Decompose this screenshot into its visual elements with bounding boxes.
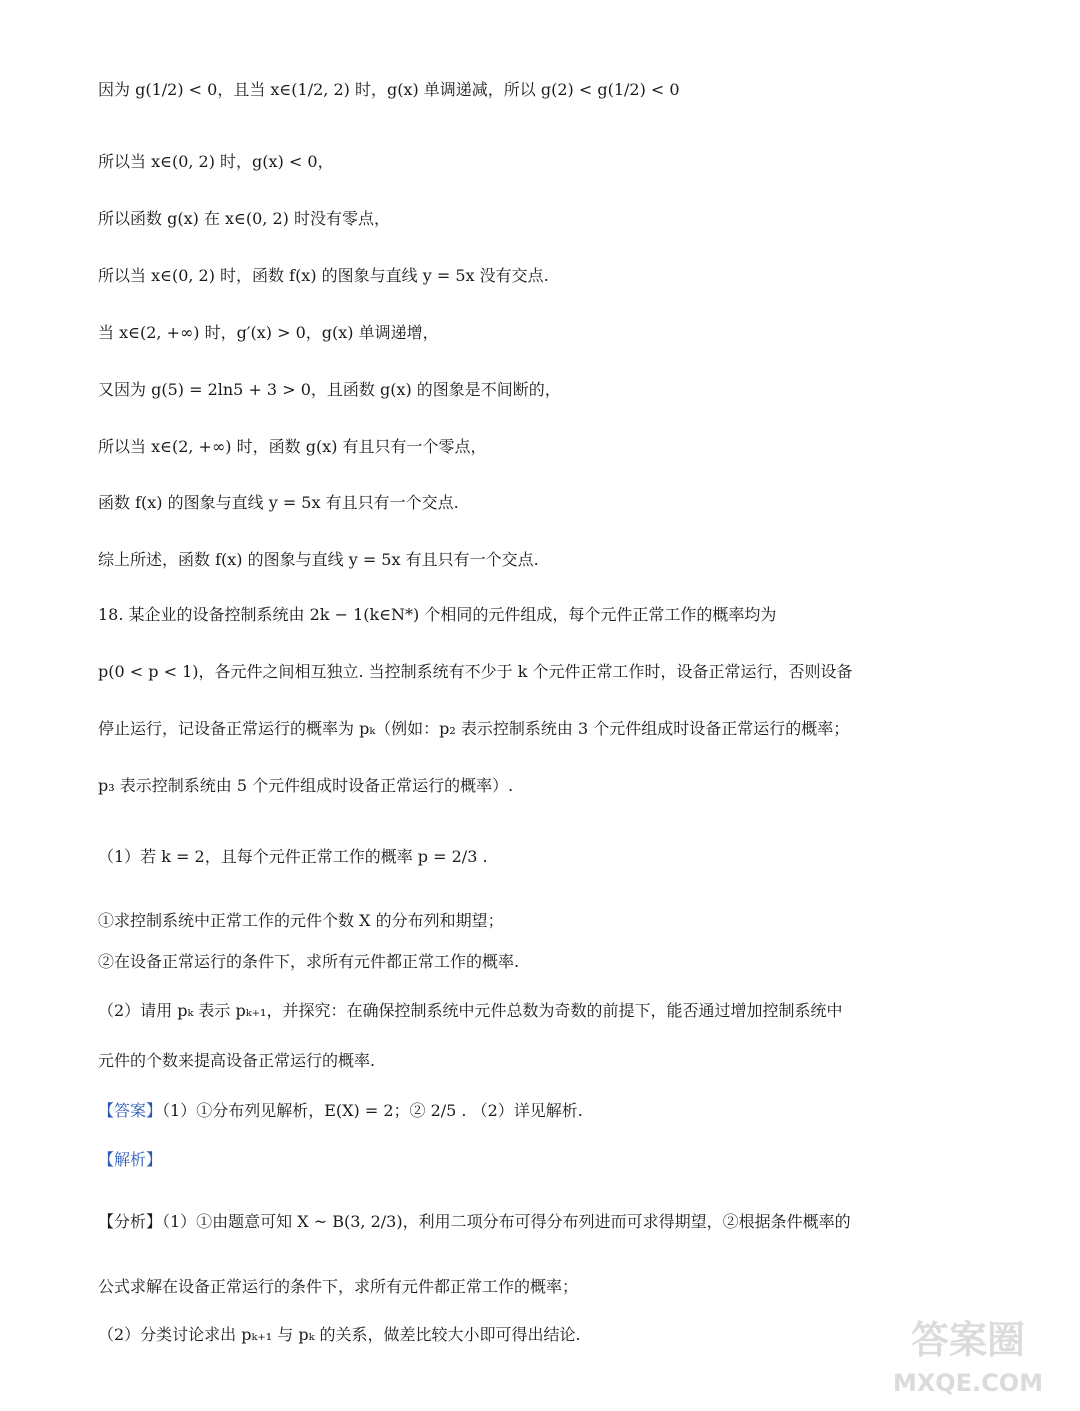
analysis-line: （2）分类讨论求出 pₖ₊₁ 与 pₖ 的关系，做差比较大小即可得出结论. <box>98 1325 581 1344</box>
text-line: 因为 g(1/2) < 0，且当 x∈(1/2, 2) 时，g(x) 单调递减，所以 g(2) < g(1/2) < 0 <box>98 80 680 99</box>
analysis-label: 【解析】 <box>98 1150 163 1169</box>
watermark-bottom-text: MXQE.COM <box>892 1369 1044 1397</box>
text-line: 所以函数 g(x) 在 x∈(0, 2) 时没有零点， <box>98 209 390 228</box>
analysis-line: 【分析】（1）①由题意可知 X ~ B(3, 2/3)，利用二项分布可得分布列进而可求得期望，②根据条件概率的 <box>98 1212 851 1231</box>
text-line: 函数 f(x) 的图象与直线 y = 5x 有且只有一个交点. <box>98 493 459 512</box>
subquestion-line: （1）若 k = 2，且每个元件正常工作的概率 p = 2/3 . <box>98 847 488 866</box>
text-line: 综上所述，函数 f(x) 的图象与直线 y = 5x 有且只有一个交点. <box>98 550 539 569</box>
text-line: 所以当 x∈(0, 2) 时，g(x) < 0， <box>98 152 334 171</box>
answer-label: 【答案】 <box>98 1101 163 1120</box>
text-line: 又因为 g(5) = 2ln5 + 3 > 0，且函数 g(x) 的图象是不间断的， <box>98 380 561 399</box>
analysis-line: 公式求解在设备正常运行的条件下，求所有元件都正常工作的概率； <box>98 1277 579 1296</box>
subquestion-line: （2）请用 pₖ 表示 pₖ₊₁，并探究：在确保控制系统中元件总数为奇数的前提下，能否通过增加控制系统中 <box>98 1001 843 1020</box>
watermark-logo <box>878 1311 1058 1401</box>
text-line: 所以当 x∈(0, 2) 时，函数 f(x) 的图象与直线 y = 5x 没有交点. <box>98 266 549 285</box>
problem-statement-line: p(0 < p < 1)，各元件之间相互独立. 当控制系统有不少于 k 个元件正常工作时，设备正常运行，否则设备 <box>98 662 853 681</box>
problem-statement-line: 18. 某企业的设备控制系统由 2k − 1(k∈N*) 个相同的元件组成，每个元件正常工作的概率均为 <box>98 605 777 624</box>
answer-line <box>98 1099 583 1123</box>
text-line: 所以当 x∈(2, +∞) 时，函数 g(x) 有且只有一个零点， <box>98 437 487 456</box>
subquestion-line: ②在设备正常运行的条件下，求所有元件都正常工作的概率. <box>98 952 520 971</box>
subquestion-line: 元件的个数来提高设备正常运行的概率. <box>98 1051 376 1070</box>
problem-statement-line: 停止运行，记设备正常运行的概率为 pₖ（例如：p₂ 表示控制系统由 3 个元件组成时设备正常运行的概率； <box>98 719 850 738</box>
watermark-top-text: 答案圈 <box>910 1318 1026 1362</box>
problem-statement-line: p₃ 表示控制系统由 5 个元件组成时设备正常运行的概率）. <box>98 776 514 795</box>
answer-text: （1）①分布列见解析，E(X) = 2；② 2/5 . （2）详见解析. <box>162 1101 583 1120</box>
text-line: 当 x∈(2, +∞) 时，g′(x) > 0，g(x) 单调递增， <box>98 323 439 342</box>
subquestion-line: ①求控制系统中正常工作的元件个数 X 的分布列和期望； <box>98 911 504 930</box>
